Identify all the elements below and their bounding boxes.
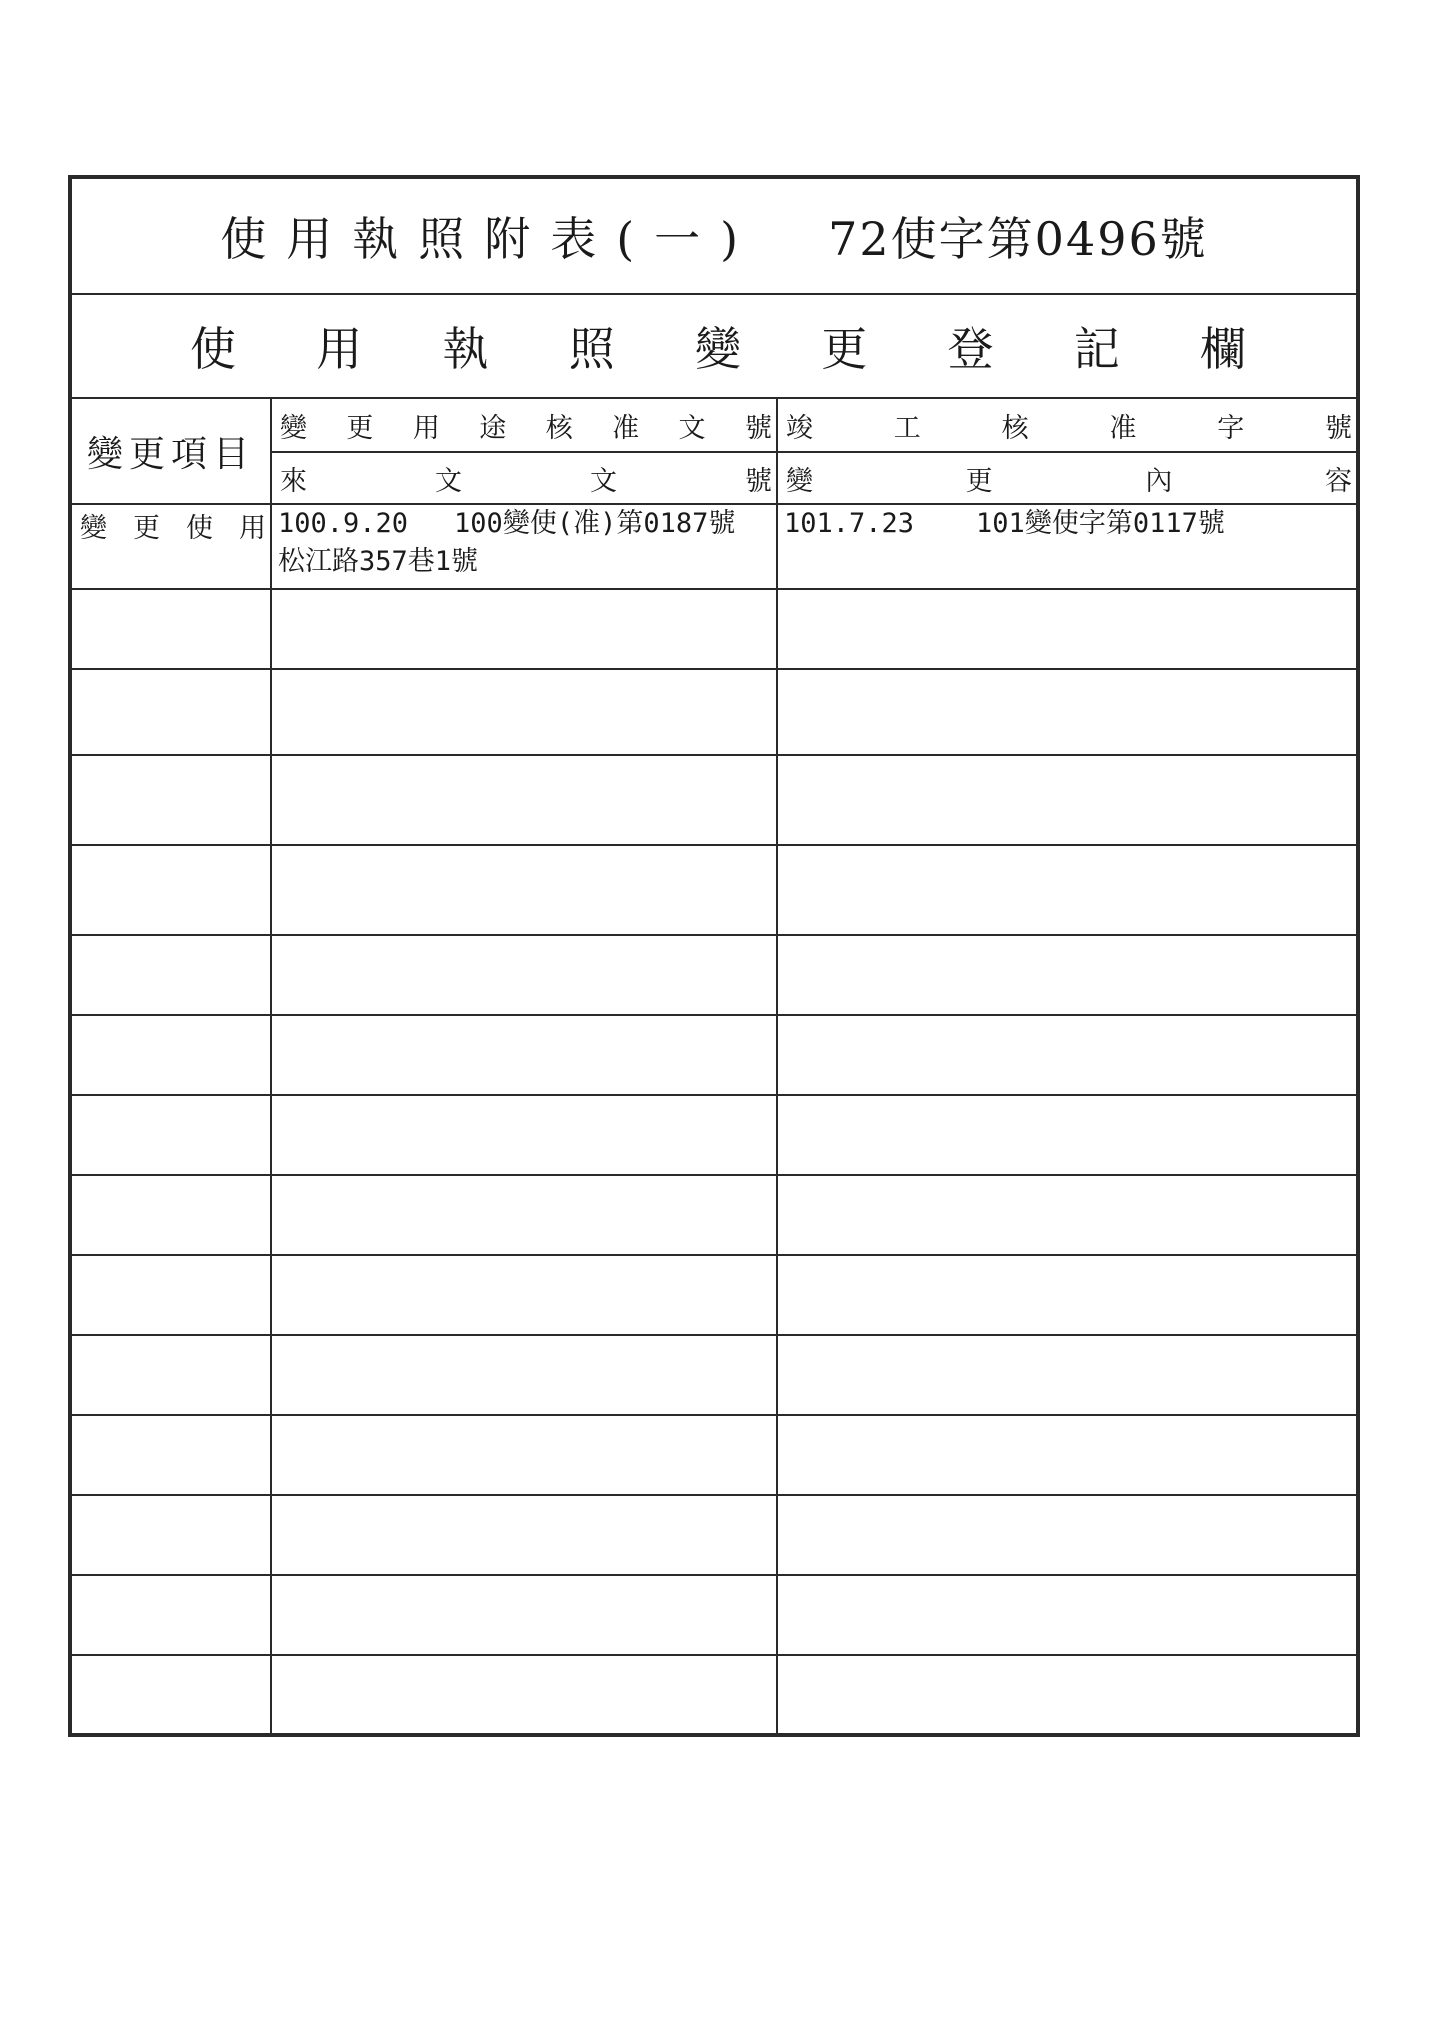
form-subtitle <box>72 295 1356 399</box>
form-title <box>72 179 1356 295</box>
row-approval <box>272 505 776 588</box>
header-char: 核 <box>545 412 573 444</box>
approval-doc: 100變使(准)第0187號 <box>454 508 736 539</box>
form-title-main: 使用執照附表(一) <box>220 212 759 266</box>
header-char: 文 <box>435 465 462 497</box>
header-char: 用 <box>412 412 440 444</box>
header-char: 途 <box>479 412 507 444</box>
row-item-char: 更 <box>133 512 160 544</box>
header-char: 竣 <box>786 412 813 444</box>
header-char: 號 <box>1324 412 1352 444</box>
row-line <box>72 1174 1356 1176</box>
header-item-label: 變更項目 <box>86 433 255 475</box>
row-completion <box>778 505 1356 588</box>
subtitle-char: 登 <box>947 322 994 376</box>
header-char: 字 <box>1217 412 1245 444</box>
column-divider <box>270 399 272 1733</box>
subtitle-char: 用 <box>316 322 363 376</box>
row-item <box>72 505 270 545</box>
license-number: 72使字第0496號 <box>828 212 1208 266</box>
row-line <box>72 668 1356 670</box>
row-line <box>72 1414 1356 1416</box>
completion-date: 101.7.23 <box>784 508 915 539</box>
approval-date: 100.9.20 <box>278 508 409 539</box>
header-char: 號 <box>745 465 772 497</box>
header-char: 內 <box>1145 465 1173 497</box>
header-completion-no <box>778 399 1356 451</box>
header-char: 變 <box>786 465 813 497</box>
row-line <box>72 844 1356 846</box>
completion-doc: 101變使字第0117號 <box>976 508 1225 539</box>
header-char: 文 <box>590 465 617 497</box>
row-line <box>72 1574 1356 1576</box>
row-line <box>72 1094 1356 1096</box>
header-char: 文 <box>678 412 706 444</box>
subtitle-char: 更 <box>821 322 868 376</box>
row-line <box>72 1014 1356 1016</box>
subtitle-char: 變 <box>695 322 741 376</box>
header-char: 變 <box>280 412 307 444</box>
header-approval-no <box>272 399 776 451</box>
header-change-content <box>778 453 1356 503</box>
row-line <box>72 588 1356 590</box>
header-char: 准 <box>612 412 640 444</box>
license-form <box>68 175 1360 1737</box>
header-char: 來 <box>280 465 307 497</box>
row-line <box>72 1654 1356 1656</box>
header-char: 工 <box>893 412 921 444</box>
header-char: 更 <box>965 465 993 497</box>
row-item-char: 使 <box>186 512 213 544</box>
row-item-char: 變 <box>80 512 107 544</box>
header-char: 號 <box>744 412 772 444</box>
row-line <box>72 1334 1356 1336</box>
row-approval-line <box>278 505 776 543</box>
row-line <box>72 934 1356 936</box>
row-line <box>72 754 1356 756</box>
header-char: 准 <box>1109 412 1137 444</box>
header-char: 更 <box>346 412 374 444</box>
row-line <box>72 1494 1356 1496</box>
subtitle-char: 照 <box>568 322 615 376</box>
address: 松江路357巷1號 <box>278 546 479 577</box>
row-line <box>72 1254 1356 1256</box>
column-divider <box>776 399 778 1733</box>
header-incoming-no <box>272 453 776 503</box>
subtitle-char: 使 <box>190 322 236 376</box>
subtitle-char: 記 <box>1073 322 1120 376</box>
subtitle-char: 欄 <box>1200 322 1246 376</box>
subtitle-char: 執 <box>442 322 489 376</box>
header-char: 容 <box>1324 465 1352 497</box>
row-item-char: 用 <box>239 512 266 544</box>
header-char: 核 <box>1001 412 1029 444</box>
record-table <box>72 399 1356 1733</box>
